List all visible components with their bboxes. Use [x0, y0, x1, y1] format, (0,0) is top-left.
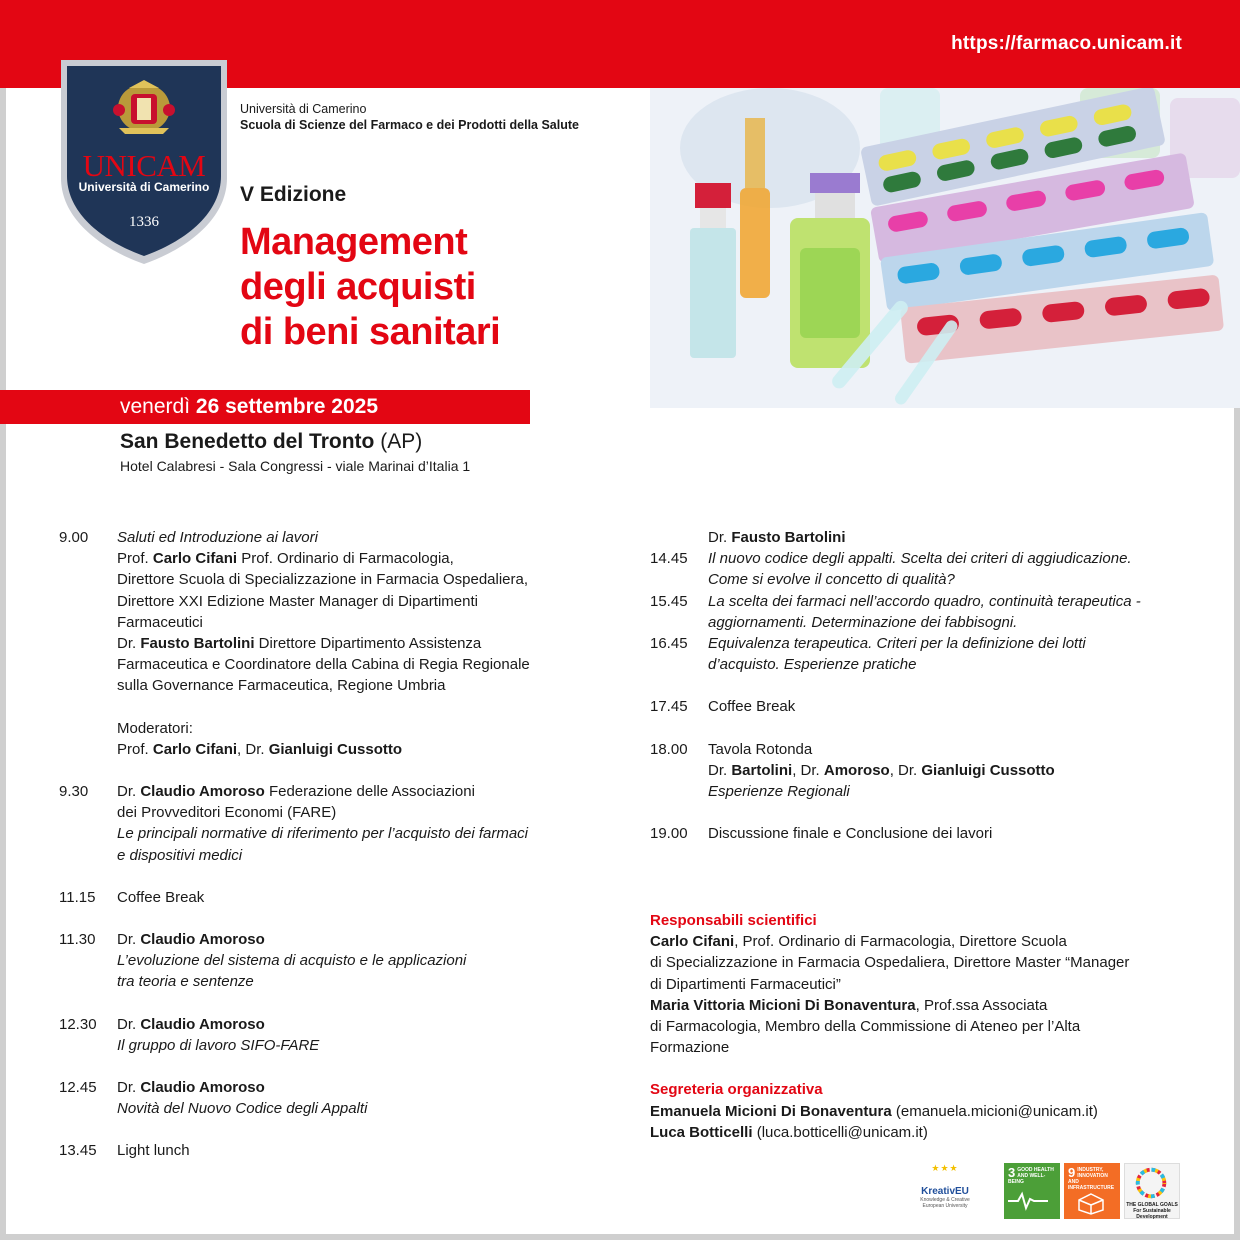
- event-city: San Benedetto del Tronto: [120, 430, 375, 453]
- program-slot: [650, 527, 1210, 548]
- person-name: Emanuela Micioni Di Bonaventura: [650, 1102, 892, 1120]
- program-slot: [650, 823, 1210, 844]
- sdg-number: 3: [1008, 1165, 1016, 1180]
- eu-stars-icon: ★★★: [931, 1163, 959, 1173]
- program-slot: [59, 1140, 579, 1161]
- talk-title: Come si evolve il concetto di qualità?: [708, 571, 955, 589]
- person-role: Formazione: [650, 1039, 730, 1057]
- speaker-line: [117, 548, 579, 569]
- program-slot: [650, 696, 1210, 717]
- title-line: degli acquisti: [240, 266, 476, 308]
- slot-title: Discussione finale e Conclusione dei lavori: [708, 825, 993, 843]
- speaker-role: Direttore XXI Edizione Master Manager di Dipartimenti: [117, 592, 478, 610]
- sdg-label: INDUSTRY, INNOVATION AND INFRASTRUCTURE: [1068, 1167, 1115, 1191]
- person-email[interactable]: (emanuela.micioni@unicam.it): [891, 1102, 1098, 1120]
- speaker-name: Bartolini: [731, 761, 793, 779]
- event-date-value: 26 settembre 2025: [195, 395, 379, 418]
- moderators-line: [117, 739, 579, 760]
- event-province: (AP): [380, 430, 423, 453]
- slot-time: 9.30: [59, 783, 89, 801]
- global-goals-logo: [1124, 1163, 1180, 1219]
- speaker-title: Dr.: [708, 529, 732, 546]
- speaker-name: Gianluigi Cussotto: [268, 740, 403, 758]
- event-day: venerdì: [120, 395, 191, 418]
- person-role: di Dipartimenti Farmaceutici”: [650, 975, 841, 993]
- speaker-role: Direttore Scuola di Specializzazione in Farmacia Ospedaliera,: [117, 571, 529, 589]
- title-line: di beni sanitari: [240, 311, 501, 353]
- person-name: Maria Vittoria Micioni Di Bonaventura: [650, 996, 916, 1014]
- event-venue: [120, 430, 422, 454]
- speaker-name: Amoroso: [823, 761, 890, 779]
- speaker-title: , Dr.: [889, 761, 922, 779]
- program-slot: [650, 739, 1210, 803]
- program-slot: [59, 781, 579, 866]
- speaker-role: sulla Governance Farmaceutica, Regione Umbria: [117, 677, 446, 695]
- talk-title: Il nuovo codice degli appalti. Scelta dei criteri di aggiudicazione.: [708, 550, 1132, 568]
- program-slot: [59, 887, 579, 908]
- slot-time: 19.00: [650, 825, 688, 843]
- credit-line: [650, 1122, 1210, 1143]
- moderators-label: Moderatori:: [117, 719, 193, 737]
- slot-time: 14.45: [650, 550, 688, 568]
- speaker-role: Farmaceutici: [117, 613, 203, 631]
- speaker-role: Federazione delle Associazioni: [264, 783, 475, 801]
- global-goals-text: THE GLOBAL GOALS For Sustainable Development: [1126, 1202, 1178, 1220]
- speaker-name: Claudio Amoroso: [140, 1079, 265, 1097]
- speaker-name: Gianluigi Cussotto: [921, 761, 1055, 779]
- school-name: Scuola di Scienze del Farmaco e dei Prodotti della Salute: [240, 118, 579, 132]
- speaker-title: , Dr.: [792, 761, 824, 779]
- speaker-title: Dr.: [117, 635, 141, 653]
- logo-wordmark: UNICAM: [82, 148, 206, 183]
- person-role: , Prof.ssa Associata: [915, 996, 1048, 1014]
- logo-year: 1336: [129, 214, 159, 230]
- slot-time: 16.45: [650, 635, 688, 653]
- credit-line: [650, 995, 1210, 1016]
- sdg-number: 9: [1068, 1165, 1076, 1180]
- slot-title: Saluti ed Introduzione ai lavori: [117, 529, 318, 546]
- person-email[interactable]: (luca.botticelli@unicam.it): [752, 1123, 928, 1141]
- program-right: [650, 527, 1210, 844]
- event-date: [120, 395, 378, 419]
- speaker-role: Prof. Ordinario di Farmacologia,: [237, 550, 454, 568]
- speaker-role: dei Provveditori Economi (FARE): [117, 804, 337, 822]
- speaker-line: [708, 760, 1210, 781]
- program-slot: [59, 1014, 579, 1056]
- pills-and-vials-image: [650, 88, 1240, 408]
- talk-title: Il gruppo di lavoro SIFO-FARE: [117, 1036, 320, 1054]
- institution-header: [240, 101, 579, 133]
- speaker-name: Fausto Bartolini: [731, 529, 846, 546]
- sdg9-badge: [1064, 1163, 1120, 1219]
- talk-title: tra teoria e sentenze: [117, 973, 254, 991]
- title-line: Management: [240, 221, 468, 263]
- talk-title: d’acquisto. Esperienze pratiche: [708, 656, 917, 674]
- talk-title: Esperienze Regionali: [708, 783, 850, 801]
- speaker-title: , Dr.: [237, 740, 269, 758]
- event-title: [240, 220, 500, 355]
- heartbeat-icon: [1008, 1191, 1048, 1211]
- slot-title: Coffee Break: [708, 698, 796, 716]
- sdg-label: GOOD HEALTH AND WELL-BEING: [1008, 1167, 1054, 1185]
- cubes-icon: [1076, 1193, 1106, 1215]
- university-name: Università di Camerino: [240, 102, 367, 116]
- kreativeu-logo: [913, 1163, 977, 1219]
- talk-title: aggiornamenti. Determinazione dei fabbisogni.: [708, 613, 1018, 631]
- credit-line: [650, 1101, 1210, 1122]
- program-slot: [650, 633, 1210, 675]
- speaker-line: [117, 633, 579, 654]
- slot-time: 18.00: [650, 740, 688, 758]
- organizing-heading: Segreteria organizzativa: [650, 1081, 823, 1099]
- scientific-heading: Responsabili scientifici: [650, 912, 817, 929]
- slot-time: 13.45: [59, 1142, 97, 1160]
- slot-time: 11.30: [59, 931, 96, 949]
- talk-title: Le principali normative di riferimento per l’acquisto dei farmaci: [117, 825, 529, 843]
- kreativeu-name: KreativEU: [921, 1186, 969, 1197]
- speaker-name: Claudio Amoroso: [140, 931, 265, 949]
- speaker-title: Dr.: [117, 931, 141, 949]
- program-slot: [650, 548, 1210, 590]
- talk-title: L’evoluzione del sistema di acquisto e le applicazioni: [117, 952, 467, 970]
- program-slot: [59, 527, 579, 760]
- person-role: di Specializzazione in Farmacia Ospedaliera, Direttore Master “Manager: [650, 954, 1130, 972]
- speaker-title: Dr.: [117, 1015, 141, 1033]
- speaker-title: Prof.: [117, 740, 153, 758]
- slot-time: 11.15: [59, 888, 96, 906]
- sdg3-badge: [1004, 1163, 1060, 1219]
- edition-label: V Edizione: [240, 183, 347, 206]
- speaker-name: Fausto Bartolini: [140, 635, 255, 653]
- slot-time: 12.30: [59, 1015, 97, 1033]
- slot-time: 12.45: [59, 1079, 97, 1097]
- speaker-name: Carlo Cifani: [152, 550, 238, 568]
- person-role: , Prof. Ordinario di Farmacologia, Direttore Scuola: [734, 933, 1067, 951]
- speaker-line: [117, 781, 579, 802]
- speaker-name: Claudio Amoroso: [140, 783, 265, 801]
- speaker-role: Farmaceutica e Coordinatore della Cabina di Regia Regionale: [117, 656, 530, 674]
- speaker-role: Direttore Dipartimento Assistenza: [254, 635, 482, 653]
- person-role: di Farmacologia, Membro della Commissione di Ateneo per l’Alta: [650, 1018, 1081, 1036]
- program-slot: [650, 591, 1210, 633]
- speaker-title: Prof.: [117, 550, 153, 568]
- goals-wheel-icon: [1125, 1164, 1179, 1202]
- logo-subtitle: Università di Camerino: [78, 180, 210, 194]
- program-slot: [59, 1077, 579, 1119]
- program-slot: [59, 929, 579, 993]
- speaker-line: [117, 1077, 579, 1098]
- slot-title: Coffee Break: [117, 888, 205, 906]
- person-name: Luca Botticelli: [650, 1123, 753, 1141]
- person-name: Carlo Cifani: [650, 933, 735, 951]
- credit-line: [650, 931, 1210, 952]
- talk-title: Novità del Nuovo Codice degli Appalti: [117, 1100, 368, 1118]
- program-left: [59, 527, 579, 1162]
- talk-title: La scelta dei farmaci nell’accordo quadro, continuità terapeutica -: [708, 592, 1141, 610]
- kreativeu-subtitle: Knowledge & Creative European University: [920, 1197, 970, 1209]
- speaker-name: Carlo Cifani: [152, 740, 238, 758]
- unicam-logo: [59, 58, 229, 266]
- talk-title: Equivalenza terapeutica. Criteri per la definizione dei lotti: [708, 635, 1086, 653]
- slot-title: Light lunch: [117, 1142, 190, 1160]
- event-address: Hotel Calabresi - Sala Congressi - viale Marinai d’Italia 1: [120, 458, 471, 474]
- speaker-name: Claudio Amoroso: [140, 1015, 265, 1033]
- speaker-title: Dr.: [117, 1079, 141, 1097]
- slot-time: 15.45: [650, 592, 688, 610]
- speaker-line: [708, 527, 1210, 548]
- pharma-photo: [650, 88, 1240, 408]
- slot-title: Tavola Rotonda: [708, 740, 813, 758]
- speaker-line: [117, 929, 579, 950]
- speaker-title: Dr.: [708, 761, 732, 779]
- talk-title: e dispositivi medici: [117, 846, 243, 864]
- speaker-title: Dr.: [117, 783, 141, 801]
- slot-time: 9.00: [59, 529, 89, 546]
- speaker-line: [117, 1014, 579, 1035]
- website-link[interactable]: https://farmaco.unicam.it: [951, 33, 1182, 54]
- credits-section: [650, 910, 1210, 1143]
- slot-time: 17.45: [650, 698, 688, 716]
